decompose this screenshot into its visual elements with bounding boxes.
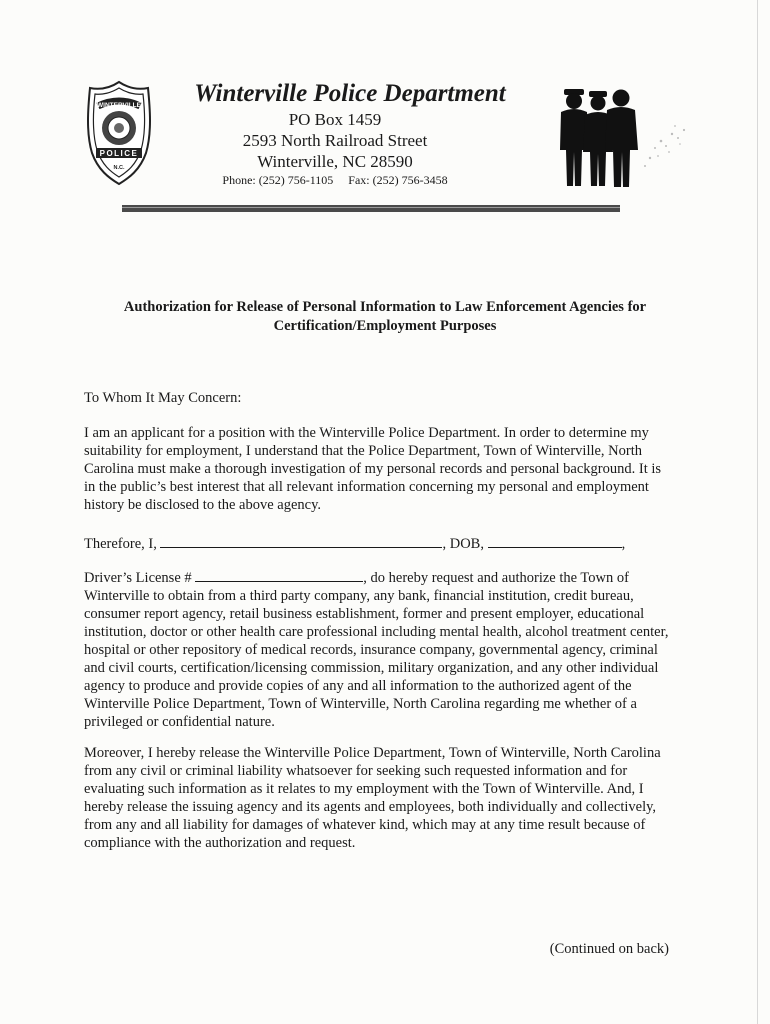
therefore-label: Therefore, I, [84,536,157,552]
header-divider [122,205,620,212]
contact-line [180,173,490,188]
authorization-text: , do hereby request and authorize the Town of Winterville to obtain from a third party company, any bank, financial institution, credit bureau, consumer report agency, retail business establishment, former and present employer, educational institution, doctor or other health care professional including mental health, alcohol treatment center, hospital or other repository of medical records, insurance company, governmental agency, criminal and civil courts, certification/licensing commission, military organization, and any other individual agency to produce and provide copies of any and all information to the authorized agent of the Winterville Police Department, Town of Winterville, North Carolina regarding me whether of a privileged or confidential nature. [84,570,669,730]
paragraph-authorization [84,567,674,731]
dob-suffix: , [621,536,626,552]
badge-text-bottom: POLICE [99,149,139,158]
address-po-box: PO Box 1459 [288,110,382,129]
applicant-name-field[interactable] [160,533,442,548]
paragraph-release-liability: Moreover, I hereby release the Winterville Police Department, Town of Winterville, North Carolina from any civil or criminal liability whatsoever for seeking such requested information and for evaluating such information as it relates to my employment with the Town of Winterville. And, I hereby release the issuing agency and its agents and employees, both individually and collectively, from any and all liability for damages of whatever kind, which may at any time result because of compliance with the authorization and request. [84,745,661,851]
fax-number: Fax: (252) 756-3458 [348,173,448,187]
page-edge [757,0,758,1024]
license-label: Driver’s License # [84,570,192,586]
address-city: Winterville, NC 28590 [257,152,413,171]
address-street: 2593 North Railroad Street [242,131,428,150]
badge-text-top: WINTERVILLE [97,102,141,109]
officers-silhouette-icon [560,86,700,190]
phone-number: Phone: (252) 756-1105 [222,173,334,187]
applicant-info-line [84,533,674,553]
dob-label: , DOB, [442,536,484,552]
badge-text-state: N.C. [113,165,125,171]
form-title: Authorization for Release of Personal Information to Law Enforcement Agencies for Certification/Employment Purposes [123,299,647,334]
dob-field[interactable] [488,533,622,548]
salutation: To Whom It May Concern: [84,390,242,406]
continued-note: (Continued on back) [549,941,669,957]
paragraph-applicant-statement: I am an applicant for a position with the Winterville Police Department. In order to determine my suitability for employment, I understand that the Police Department, Town of Winterville, North Carolina must make a thorough investigation of my personal records and personal background. It is in the public’s best interest that all relevant information concerning my personal and employment history be disclosed to the above agency. [84,425,662,513]
drivers-license-field[interactable] [195,567,363,582]
department-title: Winterville Police Department [194,80,506,107]
